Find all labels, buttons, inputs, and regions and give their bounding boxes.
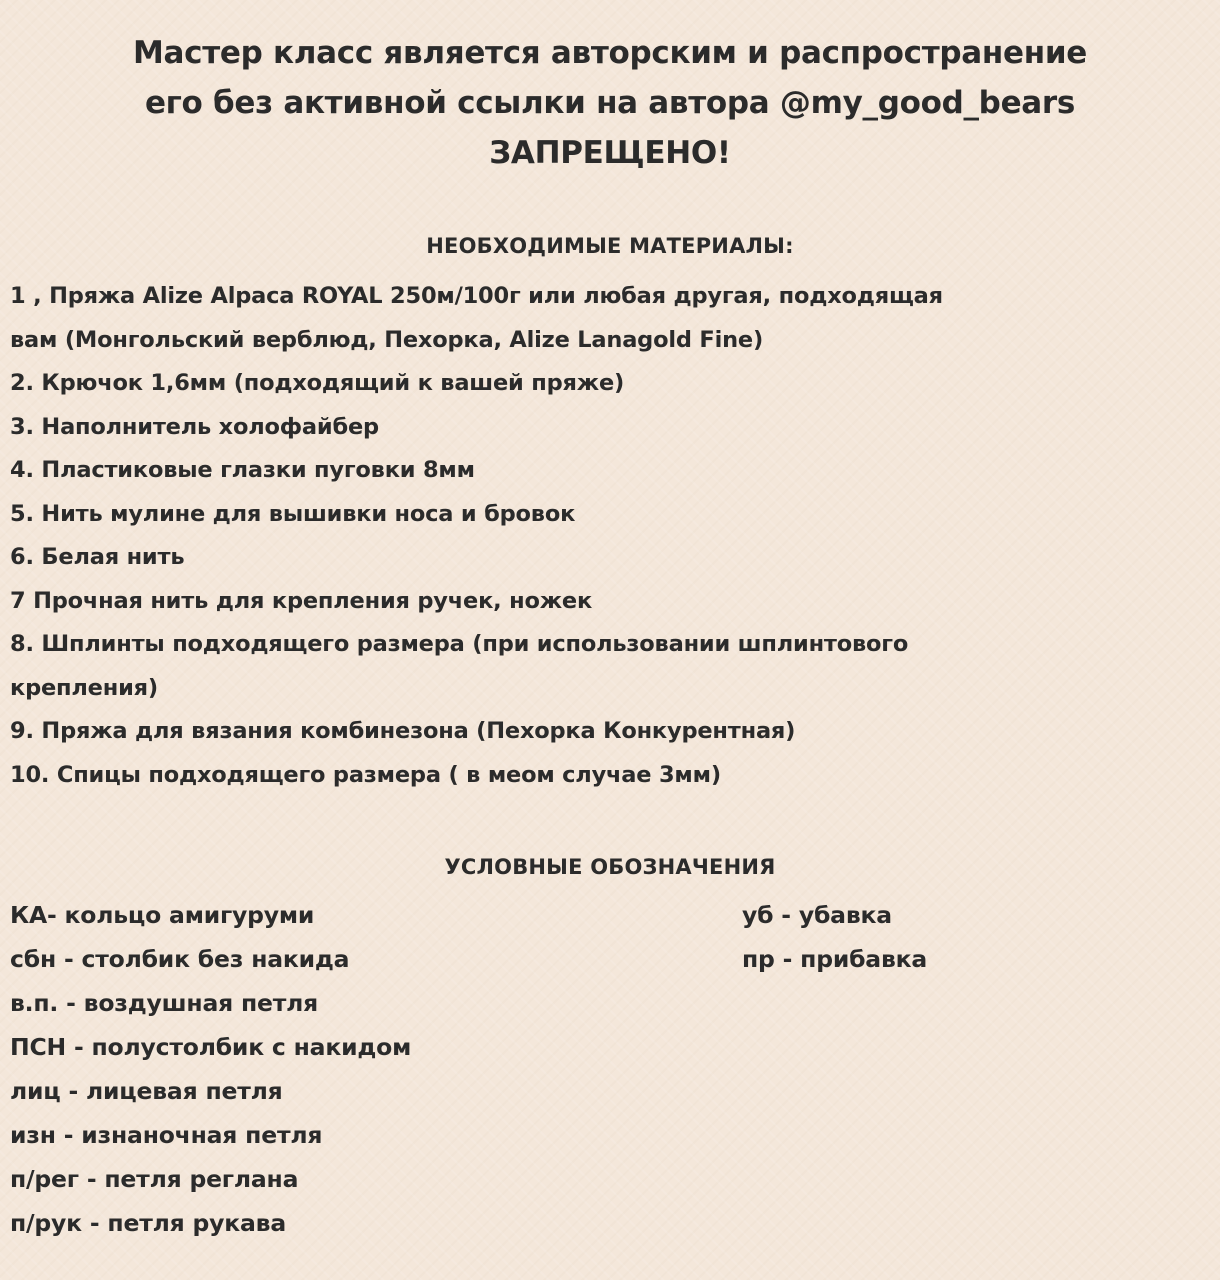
- materials-line: 10. Спицы подходящего размера ( в меом случае 3мм): [10, 761, 721, 788]
- legend-title: УСЛОВНЫЕ ОБОЗНАЧЕНИЯ: [444, 855, 776, 879]
- legend-item: изн - изнаночная петля: [10, 1121, 323, 1149]
- materials-line: крепления): [10, 674, 158, 701]
- materials-line: вам (Монгольский верблюд, Пехорка, Alize Lanagold Fine): [10, 326, 764, 353]
- legend-item: сбн - столбик без накида: [10, 945, 350, 973]
- legend-list-left: [10, 893, 411, 1245]
- legend-item: уб - убавка: [742, 901, 892, 929]
- legend-item: в.п. - воздушная петля: [10, 989, 319, 1017]
- legend-item: пр - прибавка: [742, 945, 928, 973]
- materials-line: 1 , Пряжа Alize Alpaca ROYAL 250м/100г или любая другая, подходящая: [10, 283, 943, 309]
- materials-line: 9. Пряжа для вязания комбинезона (Пехорка Конкурентная): [10, 718, 796, 744]
- legend-list-right: [742, 893, 927, 981]
- materials-line: 3. Наполнитель холофайбер: [10, 413, 379, 440]
- copyright-line-1: Мастер класс является авторским и распространение: [132, 35, 1088, 71]
- materials-line: 4. Пластиковые глазки пуговки 8мм: [10, 457, 475, 483]
- materials-line: 7 Прочная нить для крепления ручек, ножек: [10, 587, 593, 614]
- legend-item: п/рег - петля реглана: [10, 1165, 299, 1193]
- legend-item: КА- кольцо амигуруми: [10, 901, 315, 929]
- materials-line: 8. Шплинты подходящего размера (при использовании шплинтового: [10, 631, 909, 657]
- legend-item: ПСН - полустолбик с накидом: [10, 1033, 412, 1061]
- copyright-line-3: ЗАПРЕЩЕНО!: [489, 135, 731, 171]
- materials-line: 2. Крючок 1,6мм (подходящий к вашей пряже): [10, 370, 625, 396]
- materials-title: НЕОБХОДИМЫЕ МАТЕРИАЛЫ:: [426, 234, 794, 258]
- copyright-line-2: его без активной ссылки на автора @my_good_bears: [144, 85, 1076, 121]
- copyright-notice: [0, 28, 1220, 178]
- materials-list: [10, 275, 1210, 797]
- legend-item: лиц - лицевая петля: [10, 1077, 283, 1105]
- materials-line: 5. Нить мулине для вышивки носа и бровок: [10, 500, 576, 527]
- legend-item: п/рук - петля рукава: [10, 1209, 286, 1237]
- materials-line: 6. Белая нить: [10, 544, 185, 570]
